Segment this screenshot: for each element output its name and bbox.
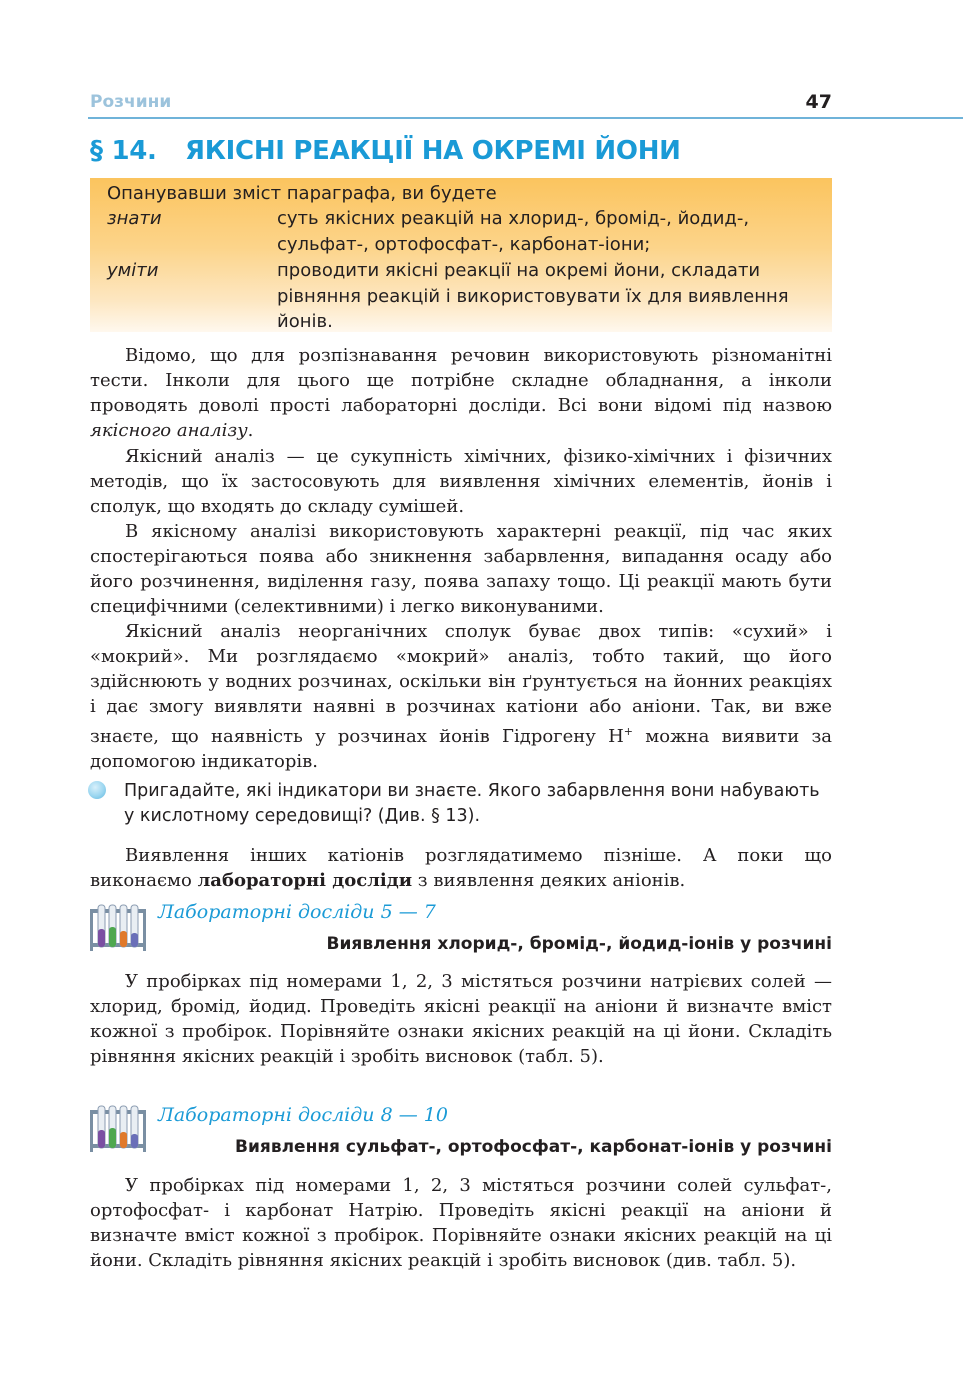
body-paragraph-5 [90, 843, 832, 893]
lab1-title: Лабораторні досліди 5 — 7 [158, 901, 436, 923]
lab2-title: Лабораторні досліди 8 — 10 [158, 1104, 448, 1126]
p4-text: Якісний аналіз неорганічних сполук буває двох типів: «сухий» і «мокрий». Ми розглядаємо «мокрий» аналіз, тобто такий, що його здійснюють у водних розчинах, оскільки він ґрунтується на йонних реакціях і дає змогу виявляти наявні в розчинах катіони або аніони. Так, ви вже знаєте, що наявність у розчинах йонів Гідрогену H [90, 621, 832, 747]
p1-text: Відомо, що для розпізнавання речовин використовують різноманітні тести. Інколи для цього ще потрібне складне обладнання, а інколи проводять доволі прості лабораторні досліди. Всі вони відомі під назвою [90, 345, 832, 416]
goals-intro: Опанувавши зміст параграфа, ви будете [107, 183, 497, 204]
body-paragraph-1 [90, 343, 832, 443]
paragraph-number: § 14. [90, 136, 157, 166]
test-tubes-icon [88, 903, 148, 953]
circle-bullet-icon [88, 781, 106, 799]
p5-text: Виявлення інших катіонів розглядатимемо пізніше. А поки що виконаємо [90, 845, 832, 891]
running-header-section: Розчини [90, 92, 172, 112]
paragraph-title-text: ЯКІСНІ РЕАКЦІЇ НА ОКРЕМІ ЙОНИ [185, 136, 681, 166]
hint-question: Пригадайте, які індикатори ви знаєте. Якого забарвлення вони набувають у кислотному середовищі? (Див. § 13). [124, 781, 820, 826]
header-rule [88, 117, 963, 119]
lab1-subtitle: Виявлення хлорид-, бромід-, йодид-іонів у розчині [326, 934, 832, 954]
goals-can-text: проводити якісні реакції на окремі йони, складати рівняння реакцій і використовувати їх для виявлення йонів. [277, 260, 789, 332]
paragraph-title [90, 136, 681, 166]
goals-know-label: знати [107, 208, 162, 229]
lab2-subtitle: Виявлення сульфат-, ортофосфат-, карбонат-іонів у розчині [235, 1137, 832, 1157]
goals-know-text: суть якісних реакцій на хлорид-, бромід-, йодид-, сульфат-, ортофосфат-, карбонат-іони; [277, 208, 750, 255]
body-paragraph-3: В якісному аналізі використовують характерні реакції, під час яких спостерігаються поява або зникнення забарвлення, випадання осаду або його розчинення, виділення газу, поява запаху тощо. Ці реакції мають бути специфічними (селективними) і легко виконуваними. [90, 521, 832, 617]
p4-superscript: + [623, 725, 634, 738]
p5-end: з виявлення деяких аніонів. [412, 870, 686, 891]
lab1-text: У пробірках під номерами 1, 2, 3 містяться розчини натрієвих солей — хлорид, бромід, йодид. Проведіть якісні реакції на аніони й визначте вміст кожної з пробірок. Порівняйте ознаки якісних реакцій на ці йони. Складіть рівняння якісних реакцій і зробіть висновок (табл. 5). [90, 971, 832, 1067]
goals-can-label: уміти [107, 260, 159, 281]
lab2-text: У пробірках під номерами 1, 2, 3 містяться розчини солей сульфат-, ортофосфат- і карбонат Натрію. Проведіть якісні реакції на аніони й визначте вміст кожної з пробірок. Порівняйте ознаки якісних реакцій на ці йони. Складіть рівняння якісних реакцій і зробіть висновок (див. табл. 5). [90, 1175, 832, 1271]
p1-italic-term: якісного аналізу [90, 420, 248, 441]
p4-end: можна виявити за допомогою індикаторів. [90, 726, 832, 772]
page-number: 47 [805, 91, 832, 113]
learning-goals-box [90, 178, 832, 332]
p5-bold-term: лабораторні досліди [197, 870, 413, 891]
test-tubes-icon [88, 1104, 148, 1154]
body-paragraph-2: Якісний аналіз — це сукупність хімічних, фізико-хімічних і фізичних методів, що їх застосовують для виявлення хімічних елементів, йонів і сполук, що входять до складу сумішей. [90, 446, 832, 517]
body-paragraph-4 [90, 619, 832, 774]
p1-end: . [247, 420, 254, 441]
